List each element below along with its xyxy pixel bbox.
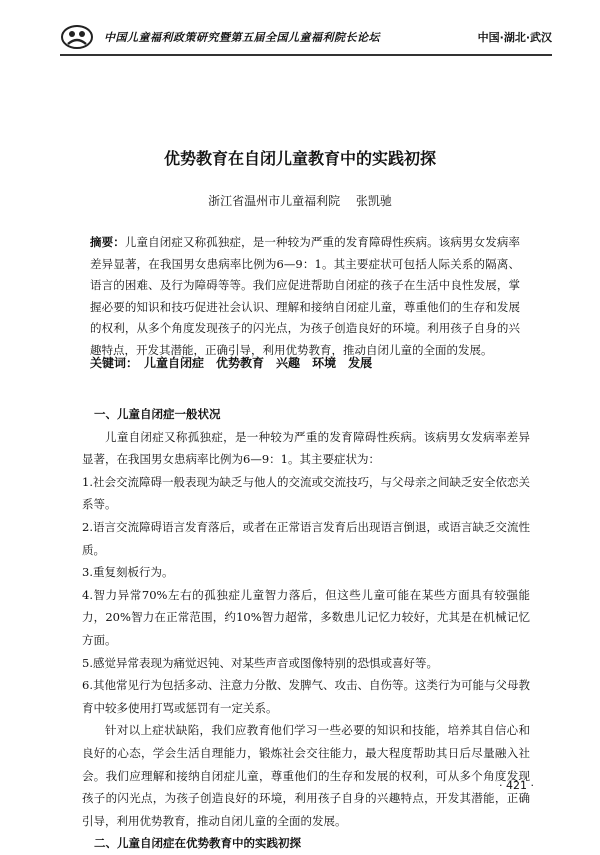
list-item: 4.智力异常70%左右的孤独症儿童智力落后，但这些儿童可能在某些方面具有较强能力，20%智力在正常范围，约10%智力超常，多数患儿记忆力较好，尤其是在机械记忆方面。 — [82, 587, 530, 647]
page-number: · 421 · — [499, 779, 534, 792]
list-item: 3.重复刻板行为。 — [82, 565, 174, 580]
keywords — [90, 354, 520, 371]
conference-title: 中国儿童福利政策研究暨第五届全国儿童福利院长论坛 — [104, 31, 380, 44]
body-text — [82, 403, 530, 855]
author-name: 张凯驰 — [355, 194, 392, 208]
author-line — [0, 192, 600, 209]
section-heading: 二、儿童自闭症在优势教育中的实践初探 — [94, 836, 301, 851]
keyword: 儿童自闭症 — [144, 356, 205, 370]
keyword: 发展 — [348, 356, 373, 370]
paragraph: 针对以上症状缺陷，我们应教育他们学习一些必要的知识和技能，培养其自信心和良好的心态，学会生活自理能力，锻炼社会交往能力，最大程度帮助其日后尽量融入社会。我们应理解和接纳自闭症儿童，尊重他们的生存和发展的权利，可从多个角度发现孩子的闪光点，为孩子创造良好的环境，利用孩子自身的兴趣特点，开发其潜能，正确引导，利用优势教育，推动自闭儿童的全面的发展。 — [82, 723, 530, 828]
header-left — [60, 24, 380, 50]
keyword: 优势教育 — [216, 356, 265, 370]
running-header — [60, 20, 552, 56]
author-affiliation: 浙江省温州市儿童福利院 — [208, 194, 341, 208]
list-item: 2.语言交流障碍语言发育落后，或者在正常语言发育后出现语言倒退，或语言缺乏交流性质。 — [82, 519, 530, 557]
keyword: 兴趣 — [276, 356, 301, 370]
abstract — [90, 232, 520, 361]
paragraph: 儿童自闭症又称孤独症，是一种较为严重的发育障碍性疾病。该病男女发病率差异显著，在我国男女患病率比例为6—9：1。其主要症状为： — [82, 429, 530, 467]
list-item: 6.其他常见行为包括多动、注意力分散、发脾气、攻击、自伤等。这类行为可能与父母教育中较多使用打骂或惩罚有一定关系。 — [82, 678, 530, 715]
children-welfare-logo-icon — [60, 24, 94, 50]
conference-location: 中国·湖北·武汉 — [477, 31, 552, 44]
section-heading: 一、儿童自闭症一般状况 — [94, 407, 221, 421]
list-item: 1.社会交流障碍一般表现为缺乏与他人的交流或交流技巧，与父母亲之间缺乏安全依恋关系等。 — [82, 474, 530, 512]
abstract-label: 摘要： — [90, 235, 125, 249]
list-item: 5.感觉异常表现为痛觉迟钝、对某些声音或图像特别的恐惧或喜好等。 — [82, 655, 438, 670]
keyword: 环境 — [312, 356, 337, 370]
paper-title: 优势教育在自闭儿童教育中的实践初探 — [163, 149, 436, 168]
keywords-label: 关键词： — [90, 356, 139, 370]
abstract-text: 儿童自闭症又称孤独症，是一种较为严重的发育障碍性疾病。该病男女发病率差异显著，在我国男女患病率比例为6—9：1。其主要症状可包括人际关系的隔离、语言的困难、及行为障碍等等。我们应促进帮助自闭症的孩子在生活中良性发展，掌握必要的知识和技巧促进社会认识、理解和接纳自闭症儿童，尊重他们的生存和发展的权利，从多个角度发现孩子的闪光点，为孩子创造良好的环境。利用孩子自身的兴趣特点，开发其潜能，正确引导，利用优势教育，推动自闭儿童的全面的发展。 — [90, 235, 520, 357]
